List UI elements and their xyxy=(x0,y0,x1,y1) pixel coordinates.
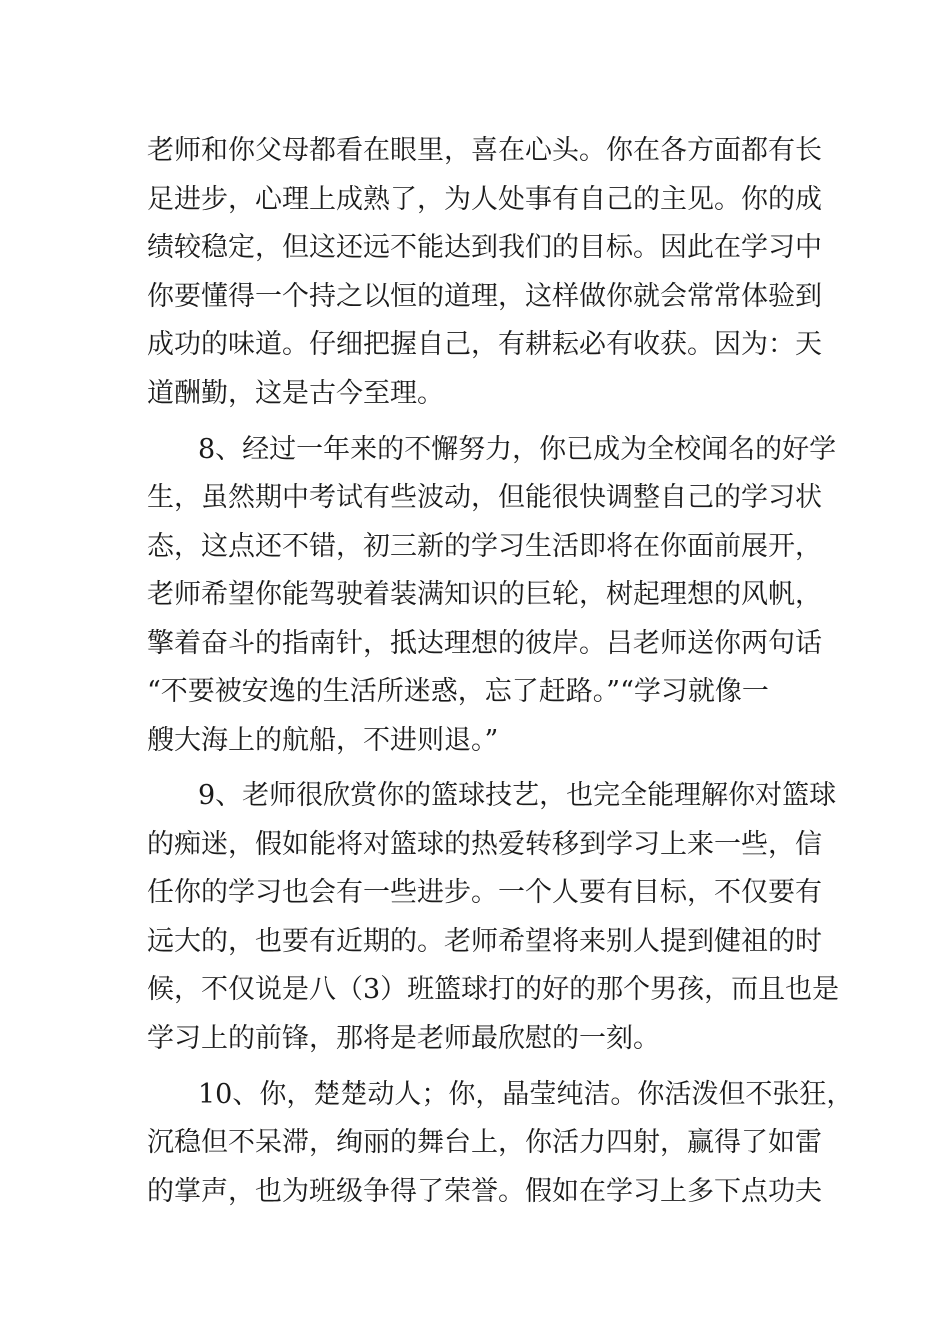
paragraph-first-line: 8、经过一年来的不懈努力，你已成为全校闻名的好学 xyxy=(198,434,837,465)
text-line: 擎着奋斗的指南针，抵达理想的彼岸。吕老师送你两句话 xyxy=(147,628,822,659)
text-line: 的掌声，也为班级争得了荣誉。假如在学习上多下点功夫 xyxy=(147,1176,822,1207)
text-line: “不要被安逸的生活所迷惑，忘了赶路。”“学习就像一 xyxy=(147,676,769,707)
text-line: 艘大海上的航船，不进则退。” xyxy=(147,725,499,756)
text-line: 生，虽然期中考试有些波动，但能很快调整自己的学习状 xyxy=(147,482,822,513)
text-line: 的痴迷，假如能将对篮球的热爱转移到学习上来一些，信 xyxy=(147,829,822,860)
text-line: 道酬勤，这是古今至理。 xyxy=(147,378,444,409)
text-line: 老师希望你能驾驶着装满知识的巨轮，树起理想的风帆， xyxy=(147,579,822,610)
text-line: 任你的学习也会有一些进步。一个人要有目标，不仅要有 xyxy=(147,877,822,908)
text-line: 成功的味道。仔细把握自己，有耕耘必有收获。因为：天 xyxy=(147,329,822,360)
text-line: 你要懂得一个持之以恒的道理，这样做你就会常常体验到 xyxy=(147,281,822,312)
text-line: 绩较稳定，但这还远不能达到我们的目标。因此在学习中 xyxy=(147,232,822,263)
text-line: 远大的，也要有近期的。老师希望将来别人提到健祖的时 xyxy=(147,926,822,957)
text-line: 学习上的前锋，那将是老师最欣慰的一刻。 xyxy=(147,1023,660,1054)
text-line: 沉稳但不呆滞，绚丽的舞台上，你活力四射，赢得了如雷 xyxy=(147,1127,822,1158)
text-line: 老师和你父母都看在眼里，喜在心头。你在各方面都有长 xyxy=(147,135,822,166)
paragraph-first-line: 9、老师很欣赏你的篮球技艺，也完全能理解你对篮球 xyxy=(198,780,837,811)
text-line: 态，这点还不错，初三新的学习生活即将在你面前展开， xyxy=(147,531,822,562)
text-line: 足进步，心理上成熟了，为人处事有自己的主见。你的成 xyxy=(147,184,822,215)
text-line: 候，不仅说是八（3）班篮球打的好的那个男孩，而且也是 xyxy=(147,974,840,1005)
paragraph-first-line: 10、你，楚楚动人；你，晶莹纯洁。你活泼但不张狂， xyxy=(198,1079,854,1110)
